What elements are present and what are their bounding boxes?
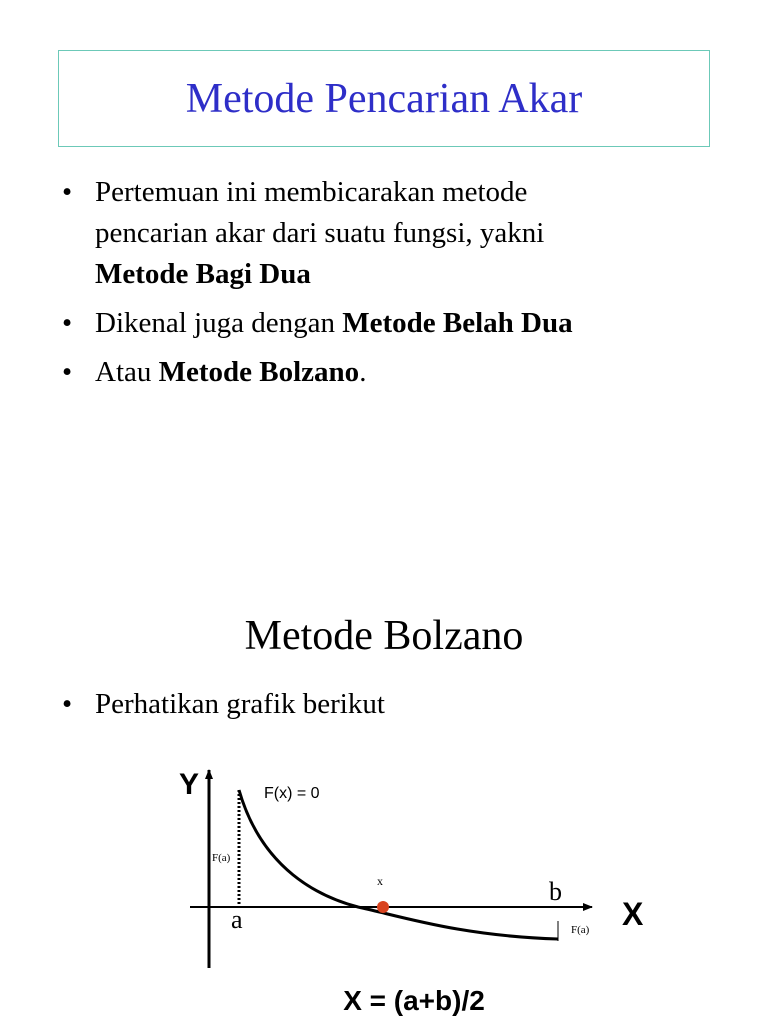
bullet-bold-text: Metode Belah Dua [342, 307, 573, 339]
fa-label-right: F(a) [571, 924, 590, 936]
x-axis-label: X [622, 896, 644, 932]
point-a-label: a [231, 905, 243, 934]
function-label: F(x) = 0 [264, 785, 320, 802]
bullet-text: Dikenal juga dengan [95, 307, 343, 339]
bullet-text: Perhatikan grafik berikut [95, 688, 385, 720]
point-b-label: b [549, 877, 562, 906]
root-point [377, 901, 389, 913]
fa-label-left: F(a) [212, 852, 231, 864]
bullet-item [62, 352, 722, 393]
bolzano-graph [0, 750, 768, 1024]
title-box [58, 50, 710, 147]
bullet-list [62, 172, 722, 401]
bullet-bold-text: Metode Bolzano [158, 356, 360, 388]
bullet-dot-icon: • [62, 356, 73, 388]
bullet-text-line: Pertemuan ini membicarakan metode [95, 176, 528, 208]
slide-title: Metode Pencarian Akar [185, 75, 583, 122]
bullet-dot-icon: • [62, 307, 73, 339]
bullet-item [62, 172, 722, 295]
root-label: x [377, 874, 383, 888]
bullet-suffix: . [359, 356, 367, 388]
bullet-list [62, 684, 385, 725]
bullet-text: Atau [95, 356, 159, 388]
slide-title: Metode Bolzano [244, 613, 524, 659]
function-curve [239, 790, 558, 939]
bullet-text-line: pencarian akar dari suatu fungsi, yakni [95, 217, 545, 249]
bullet-dot-icon: • [62, 176, 73, 208]
y-axis-label: Y [179, 768, 200, 801]
bullet-item [62, 684, 385, 725]
bullet-item [62, 303, 722, 344]
midpoint-formula: X = (a+b)/2 [343, 985, 485, 1016]
bullet-bold-text: Metode Bagi Dua [95, 258, 311, 290]
slide-2 [0, 560, 768, 1024]
bullet-dot-icon: • [62, 688, 73, 720]
